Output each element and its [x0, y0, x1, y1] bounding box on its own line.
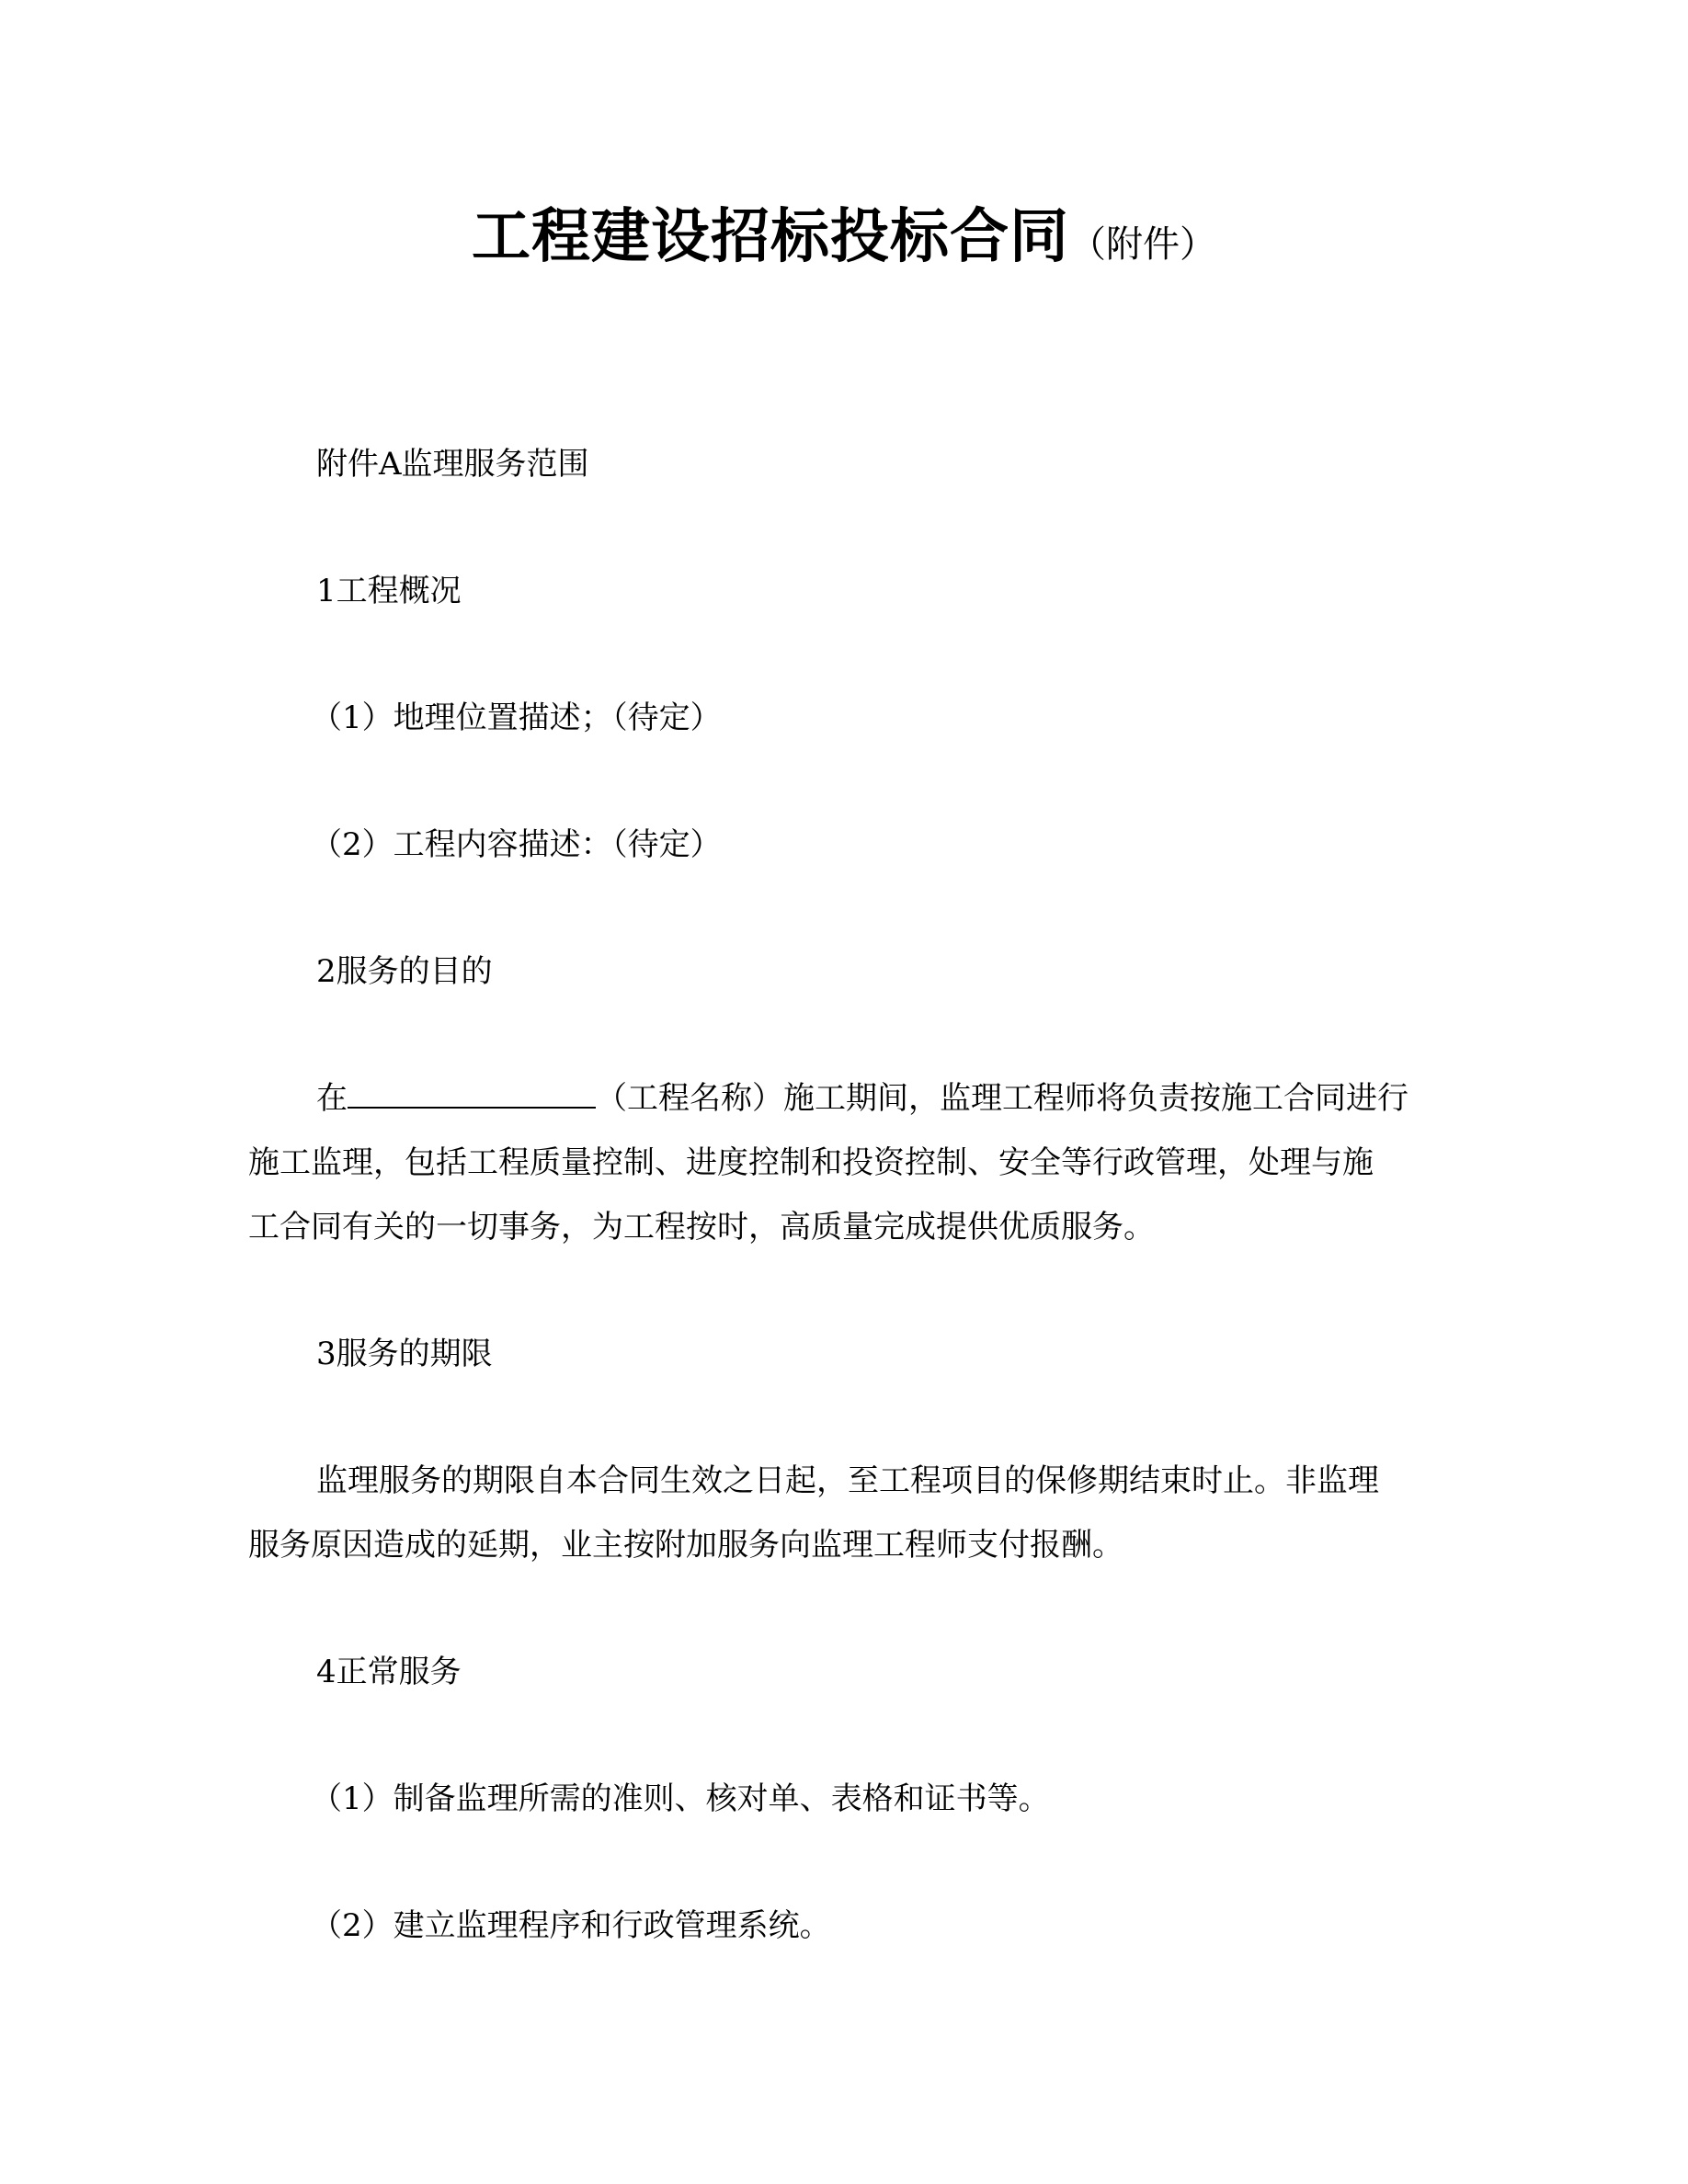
section-4-item-2: （2）建立监理程序和行政管理系统。 — [311, 1907, 831, 1944]
section-2-paragraph-line-2: 施工监理，包括工程质量控制、进度控制和投资控制、安全等行政管理，处理与施 — [248, 1144, 1374, 1181]
section-2-line-1-text: （工程名称）施工期间，监理工程师将负责按施工合同进行 — [596, 1080, 1409, 1117]
section-4-item-1: （1）制备监理所需的准则、核对单、表格和证书等。 — [311, 1780, 1050, 1817]
project-name-blank — [348, 1079, 596, 1109]
appendix-heading: 附件A监理服务范围 — [316, 446, 589, 483]
section-3-heading: 3服务的期限 — [316, 1336, 493, 1372]
section-1-item-1: （1）地理位置描述；（待定） — [311, 700, 722, 736]
title-main: 工程建设招标投标合同 — [472, 203, 1069, 271]
section-1-heading: 1工程概况 — [316, 573, 462, 609]
section-2-heading: 2服务的目的 — [316, 953, 493, 990]
section-1-item-2: （2）工程内容描述：（待定） — [311, 826, 722, 863]
section-4-heading: 4正常服务 — [316, 1654, 462, 1690]
section-2-prefix: 在 — [316, 1080, 348, 1117]
section-3-paragraph-line-1: 监理服务的期限自本合同生效之日起，至工程项目的保修期结束时止。非监理 — [316, 1462, 1379, 1499]
section-3-paragraph-line-2: 服务原因造成的延期，业主按附加服务向监理工程师支付报酬。 — [248, 1527, 1123, 1564]
section-2-paragraph-line-3: 工合同有关的一切事务，为工程按时，高质量完成提供优质服务。 — [248, 1209, 1155, 1246]
title-sub: （附件） — [1069, 223, 1216, 266]
section-2-paragraph-line-1 — [248, 1066, 1511, 1131]
document-title — [0, 200, 1688, 289]
